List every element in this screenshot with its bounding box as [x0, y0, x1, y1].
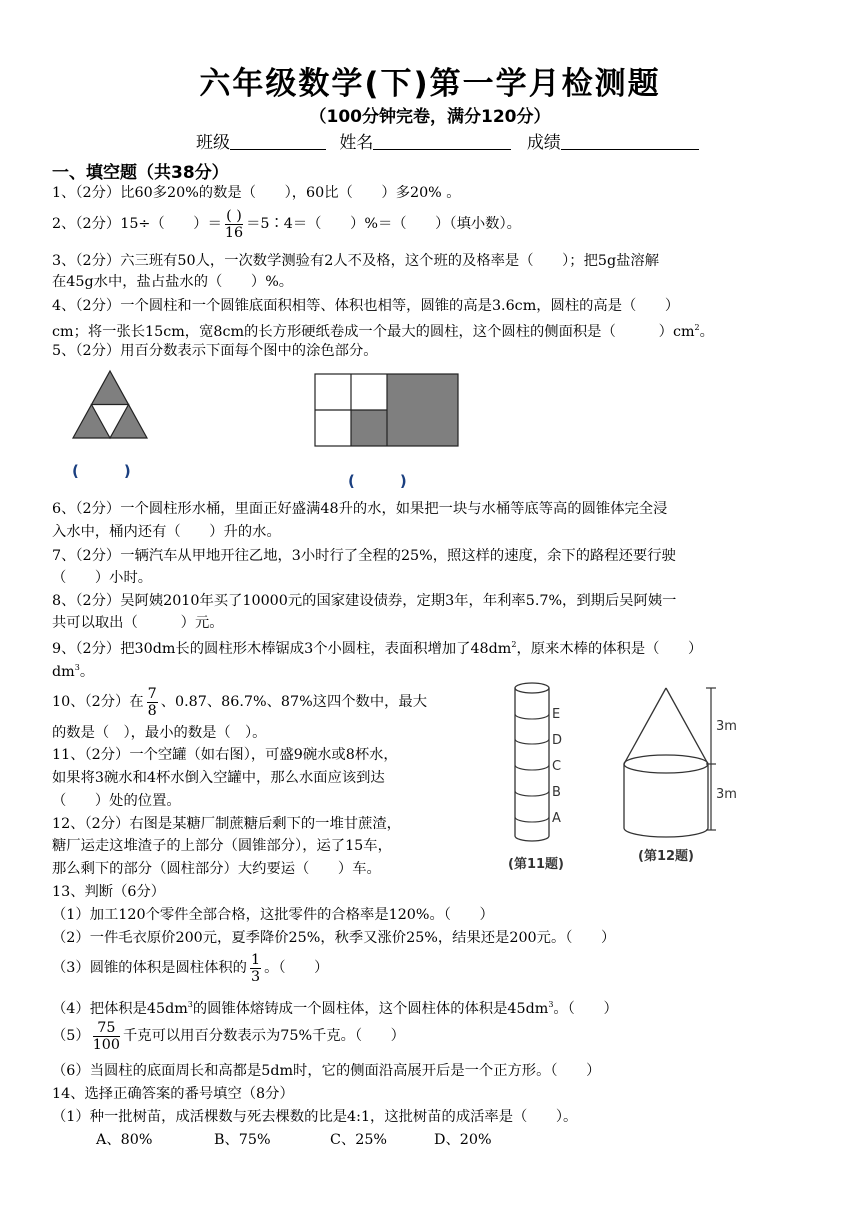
- can-level-d-label: D: [552, 733, 563, 748]
- can-level-d-line: [515, 739, 549, 744]
- j5-prefix: （5）: [52, 1028, 90, 1044]
- question-8-line-1: 8、（2分）吴阿姨2010年买了10000元的国家建设债券，定期3年，年利率5.7%，到期后吴阿姨一: [52, 593, 677, 609]
- question-12-line-3: 那么剩下的部分（圆柱部分）大约要运（ ）车。: [52, 861, 381, 877]
- q5-rect-shaded-right: [387, 374, 458, 446]
- question-11-line-3: （ ）处的位置。: [52, 793, 181, 809]
- j3-suffix: 。（ ）: [264, 960, 329, 976]
- question-4-line-1: 4、（2分）一个圆柱和一个圆锥底面积相等、体积也相等，圆锥的高是3.6cm，圆柱的高是（ ）: [52, 298, 680, 314]
- question-3-line-1: 3、（2分）六三班有50人，一次数学测验有2人不及格，这个班的及格率是（ ）；把5g盐溶解: [52, 253, 660, 269]
- j5-fraction: [93, 1020, 120, 1053]
- question-7-line-2: （ ）小时。: [52, 570, 153, 586]
- score-blank[interactable]: [561, 131, 699, 150]
- student-info-row: [196, 128, 699, 153]
- choice-1-option-a[interactable]: A、80%: [96, 1132, 153, 1148]
- j3-prefix: （3）圆锥的体积是圆柱体积的: [52, 960, 247, 976]
- j4-text: （4）把体积是45dm: [52, 1001, 188, 1017]
- can-level-c-label: C: [552, 759, 562, 774]
- j4-sup2: 3: [548, 1000, 554, 1009]
- dim-cone-height: 3m: [716, 719, 737, 734]
- question-4-line-2: [52, 319, 714, 341]
- q2-frac-denominator: 16: [224, 224, 244, 241]
- cylinder-bottom: [624, 828, 708, 837]
- q5-answer-left[interactable]: ( ): [72, 462, 131, 480]
- q4-l2-end: 。: [699, 324, 714, 340]
- question-13: 13、判断（6分）: [52, 884, 166, 900]
- question-11-line-2: 如果将3碗水和4杯水倒入空罐中，那么水面应该到达: [52, 770, 385, 786]
- question-3-line-2: 在45g水中，盐占盐水的（ ）%。: [52, 274, 294, 290]
- q4-l2-sup: 2: [694, 323, 700, 332]
- dim-cylinder-height: 3m: [716, 787, 737, 802]
- q9-l1-end: ，原来木棒的体积是（ ）: [516, 641, 703, 657]
- q10-prefix: 10、（2分）在: [52, 694, 144, 710]
- question-7-line-1: 7、（2分）一辆汽车从甲地开往乙地，3小时行了全程的25%，照这样的速度，余下的路程还要行驶: [52, 548, 676, 564]
- name-label: 姓名: [339, 133, 374, 153]
- can-level-e-line: [515, 714, 549, 719]
- j3-fraction: [250, 952, 261, 985]
- choice-1-option-b[interactable]: B、75%: [214, 1132, 271, 1148]
- choice-1: （1）种一批树苗，成活棵数与死去棵数的比是4:1，这批树苗的成活率是（ ）。: [52, 1109, 578, 1125]
- can-level-b-label: B: [552, 785, 561, 800]
- q10-suffix: 、0.87、86.7%、87%这四个数中，最大: [160, 694, 428, 710]
- question-11-line-1: 11、（2分）一个空罐（如右图），可盛9碗水或8杯水，: [52, 747, 398, 763]
- question-8-line-2: 共可以取出（ ）元。: [52, 615, 224, 631]
- q2-frac-numerator: ( ): [226, 207, 242, 224]
- judge-1: （1）加工120个零件全部合格，这批零件的合格率是120%。（ ）: [52, 907, 494, 923]
- question-1: 1、（2分）比60多20%的数是（ ），60比（ ）多20% 。: [52, 185, 461, 201]
- cylinder-top: [624, 755, 708, 773]
- q9-l1-sup: 2: [511, 640, 517, 649]
- j4-mid: 的圆锥体熔铸成一个圆柱体，这个圆柱体的体积是45dm: [192, 1001, 549, 1017]
- question-12-line-1: 12、（2分）右图是某糖厂制蔗糖后剩下的一堆甘蔗渣，: [52, 816, 401, 832]
- q5-rect-shaded-cell: [351, 410, 387, 446]
- question-12-line-2: 糖厂运走这堆渣子的上部分（圆锥部分），运了15车，: [52, 838, 392, 854]
- cone-left-edge: [624, 688, 666, 764]
- page-subtitle: （100分钟完卷，满分120分）: [309, 107, 551, 127]
- score-label: 成绩: [526, 133, 561, 153]
- can-level-a-label: A: [552, 811, 561, 826]
- figure-12-pile: [610, 680, 750, 870]
- question-6-line-2: 入水中，桶内还有（ ）升的水。: [52, 524, 281, 540]
- section-fill-in: 一、填空题（共38分）: [52, 163, 229, 183]
- question-10-line-2: 的数是（ ），最小的数是（ ）。: [52, 725, 267, 741]
- q2-suffix: ＝5∶4＝（ ）%＝（ ）（填小数）。: [246, 216, 521, 232]
- j4-sup: 3: [187, 1000, 193, 1009]
- class-blank[interactable]: [230, 131, 326, 150]
- q10-fraction: [147, 686, 158, 719]
- q10-frac-numerator: 7: [147, 685, 157, 702]
- figure-11-can: [500, 676, 590, 876]
- figure-12-caption: (第12题): [638, 849, 694, 864]
- judge-3: [52, 948, 328, 988]
- choice-1-option-c[interactable]: C、25%: [330, 1132, 388, 1148]
- question-9-line-2: [52, 659, 94, 681]
- cone-right-edge: [666, 688, 708, 764]
- question-5: 5、（2分）用百分数表示下面每个图中的涂色部分。: [52, 343, 378, 359]
- j3-frac-numerator: 1: [250, 951, 261, 968]
- q5-triangle-figure: [70, 368, 150, 442]
- q5-rectangle-figure: [312, 372, 462, 450]
- can-level-a-line: [515, 817, 549, 822]
- q9-l1-text: 9、（2分）把30dm长的圆柱形木棒锯成3个小圆柱，表面积增加了48dm: [52, 641, 512, 657]
- judge-4: [52, 996, 618, 1018]
- question-6-line-1: 6、（2分）一个圆柱形水桶，里面正好盛满48升的水，如果把一块与水桶等底等高的圆锥体完全浸: [52, 501, 668, 517]
- can-level-b-line: [515, 791, 549, 796]
- q2-fraction: [225, 208, 243, 241]
- can-bottom: [515, 836, 549, 841]
- q9-l2-sup: 3: [74, 663, 80, 672]
- can-top-rim: [515, 683, 549, 693]
- name-blank[interactable]: [373, 131, 511, 150]
- q9-l2-end: 。: [79, 664, 95, 680]
- j5-frac-denominator: 100: [92, 1036, 120, 1053]
- j4-end: 。（ ）: [553, 1001, 618, 1017]
- j5-suffix: 千克可以用百分数表示为75%千克。（ ）: [123, 1028, 405, 1044]
- q2-prefix: 2、（2分）15÷（ ）＝: [52, 216, 222, 232]
- question-14: 14、选择正确答案的番号填空（8分）: [52, 1086, 294, 1102]
- can-level-e-label: E: [552, 707, 561, 722]
- question-9-line-1: [52, 636, 702, 658]
- class-label: 班级: [196, 133, 230, 153]
- j3-frac-denominator: 3: [250, 968, 261, 985]
- choice-1-option-d[interactable]: D、20%: [434, 1132, 492, 1148]
- q5-answer-right[interactable]: ( ): [348, 472, 407, 490]
- figure-11-caption: (第11题): [508, 857, 564, 872]
- question-10-line-1: [52, 682, 427, 722]
- can-level-c-line: [515, 765, 549, 770]
- q9-l2-text: dm: [52, 664, 75, 680]
- judge-6: （6）当圆柱的底面周长和高都是5dm时，它的侧面沿高展开后是一个正方形。（ ）: [52, 1063, 601, 1079]
- q10-frac-denominator: 8: [147, 702, 157, 719]
- question-2: [52, 204, 521, 244]
- q4-l2-text: cm；将一张长15cm，宽8cm的长方形硬纸卷成一个最大的圆柱，这个圆柱的侧面积是（ ）cm: [52, 324, 695, 340]
- judge-5: [52, 1016, 405, 1056]
- judge-2: （2）一件毛衣原价200元，夏季降价25%，秋季又涨价25%，结果还是200元。（ ）: [52, 930, 616, 946]
- page-title: 六年级数学(下)第一学月检测题: [199, 66, 661, 102]
- j5-frac-numerator: 75: [93, 1020, 120, 1037]
